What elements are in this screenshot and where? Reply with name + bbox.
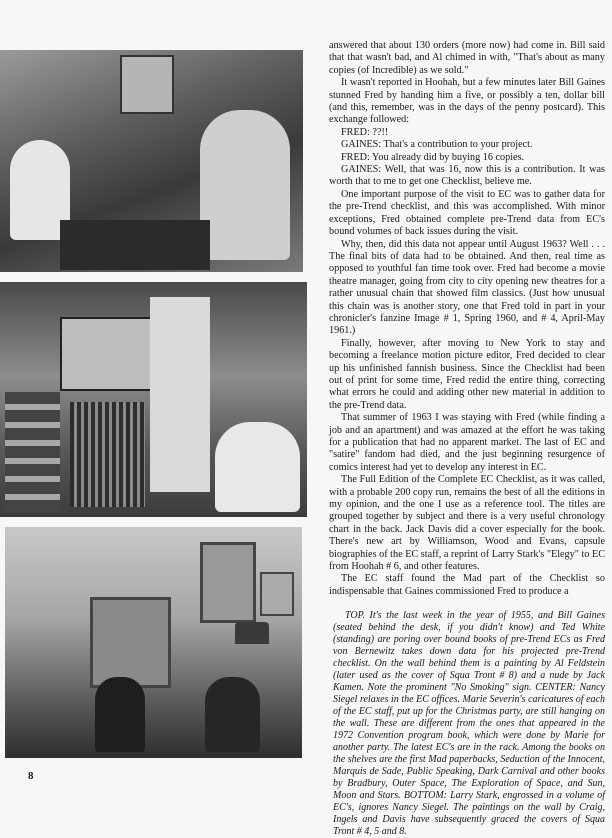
paragraph: It wasn't reported in Hoohah, but a few minutes later Bill Gaines stunned Fred by handing him a five, or possibly a ten, dollar bill (and this, remember, was in the days of the penny postcard). This exchange followed: xyxy=(329,77,605,126)
wall-painting xyxy=(90,597,171,688)
person-seated xyxy=(205,677,260,752)
lamp xyxy=(235,622,269,644)
person-standing xyxy=(200,110,290,260)
photo-bottom-room xyxy=(5,527,302,758)
dialogue-line: FRED: You already did by buying 16 copies. xyxy=(341,151,525,163)
article-column xyxy=(329,40,605,598)
right-column xyxy=(329,40,605,838)
dialogue-line: FRED: ??!! xyxy=(341,126,389,138)
person-seated xyxy=(215,422,300,512)
dialogue-line: GAINES: Well, that was 16, now this is a contribution. It was worth that to me to get one Checklist, believe me. xyxy=(329,164,605,188)
paragraph: answered that about 130 orders (more now) had come in. Bill said that that wasn't bad, and Al chimed in with, "That's about as many copies (of Incredible) as we sold." xyxy=(329,40,605,76)
page-number: 8 xyxy=(28,770,34,782)
paragraph: Finally, however, after moving to New York to stay and becoming a freelance motion picture editor, Fred decided to clear up his unfinished fannish business. Since the Checklist had been out of print for some time, Fred redid the entire thing, correcting what errors he could and adding other new material in addition to the pre-Trend data. xyxy=(329,337,605,411)
photo-center-ec-offices xyxy=(0,282,307,517)
wall-caricatures xyxy=(60,317,154,391)
photo-top-gaines-office xyxy=(0,50,303,272)
bookshelf xyxy=(70,402,145,507)
paragraph: The Full Edition of the Complete EC Checklist, as it was called, with a probable 200 copy run, remains the best of all the editions in my opinion, and the one I use as a reference tool. The titles are grouped together by subject and there is a very useful chronology chart in the back. Jack Davis did a cover especially for the book. There's new art by Williamson, Wood and Evans, capsule biographies of the EC staff, a reprint of Larry Stark's "Elegy" to EC from Hoohah # 6, and other features. xyxy=(329,474,605,573)
wall-painting xyxy=(260,572,294,616)
poster xyxy=(150,297,210,492)
paragraph: One important purpose of the visit to EC was to gather data for the pre-Trend checklist, and this was accomplished. With minor exceptions, Fred obtained complete pre-Trend data from EC's bound volumes of back issues during the visit. xyxy=(329,188,605,238)
paragraph: That summer of 1963 I was staying with Fred (while finding a job and an apartment) and was amazed at the effort he was taking for a publication that had no apparent market. The last of EC and "satire" fandom had died, and the just beginning resurgence of comics interest had yet to develop any interest in EC. xyxy=(329,412,605,473)
photo-caption: TOP. It's the last week in the year of 1955, and Bill Gaines (seated behind the desk, if you didn't know) and Ted White (standing) are poring over bound books of pre-Trend ECs as Fred von Bernewitz takes down data for his projected pre-Trend checklist. On the wall behind them is a painting by Al Feldstein (later used as the cover of Squa Tront # 8) and a nude by Jack Kamen. Note the prominent "No Smoking" sign. CENTER: Nancy Siegel relaxes in the EC offices. Marie Severin's caricatures of each of the EC staff, put up for the Christmas party, are still hanging on the wall. These are different from the ones that appeared in the 1972 Convention program book, which were done by Marie for another party. The latest EC's are in the rack. Among the books on the shelves are the first Mad paperbacks, Seduction of the Innocent, Marquis de Sade, Public Speaking, Dark Carnival and other books by Bradbury, Outer Space, The Exploration of Space, and Sun, Moon and Stars. BOTTOM: Larry Stark, engrossed in a volume of EC's, ignores Nancy Siegel. The paintings on the wall by Craig, Ingels and Davis have subsequently graced the covers of Squa Tront # 4, 5 and 8. xyxy=(333,610,605,838)
dialogue-line: GAINES: That's a contribution to your project. xyxy=(341,139,533,151)
desk xyxy=(60,220,210,270)
paragraph: Why, then, did this data not appear until August 1963? Well . . . The final bits of data had to be obtained. And then, real time as opposed to youthful fan time took over. Fred had become a movie theatre manager, going from city to city opening new theatres for a rather unusual chain that showed film classics. (Just how unusual this chain was is another story, one that Fred told in part in your chronicler's fanzine Image # 1, Spring 1960, and # 4, April-May 1961.) xyxy=(329,238,605,337)
comic-rack xyxy=(5,392,60,512)
wall-painting xyxy=(200,542,256,623)
paragraph: The EC staff found the Mad part of the Checklist so indispensable that Gaines commissioned Fred to produce a xyxy=(329,573,605,597)
wall-painting xyxy=(120,55,174,114)
person-reading xyxy=(95,677,145,752)
